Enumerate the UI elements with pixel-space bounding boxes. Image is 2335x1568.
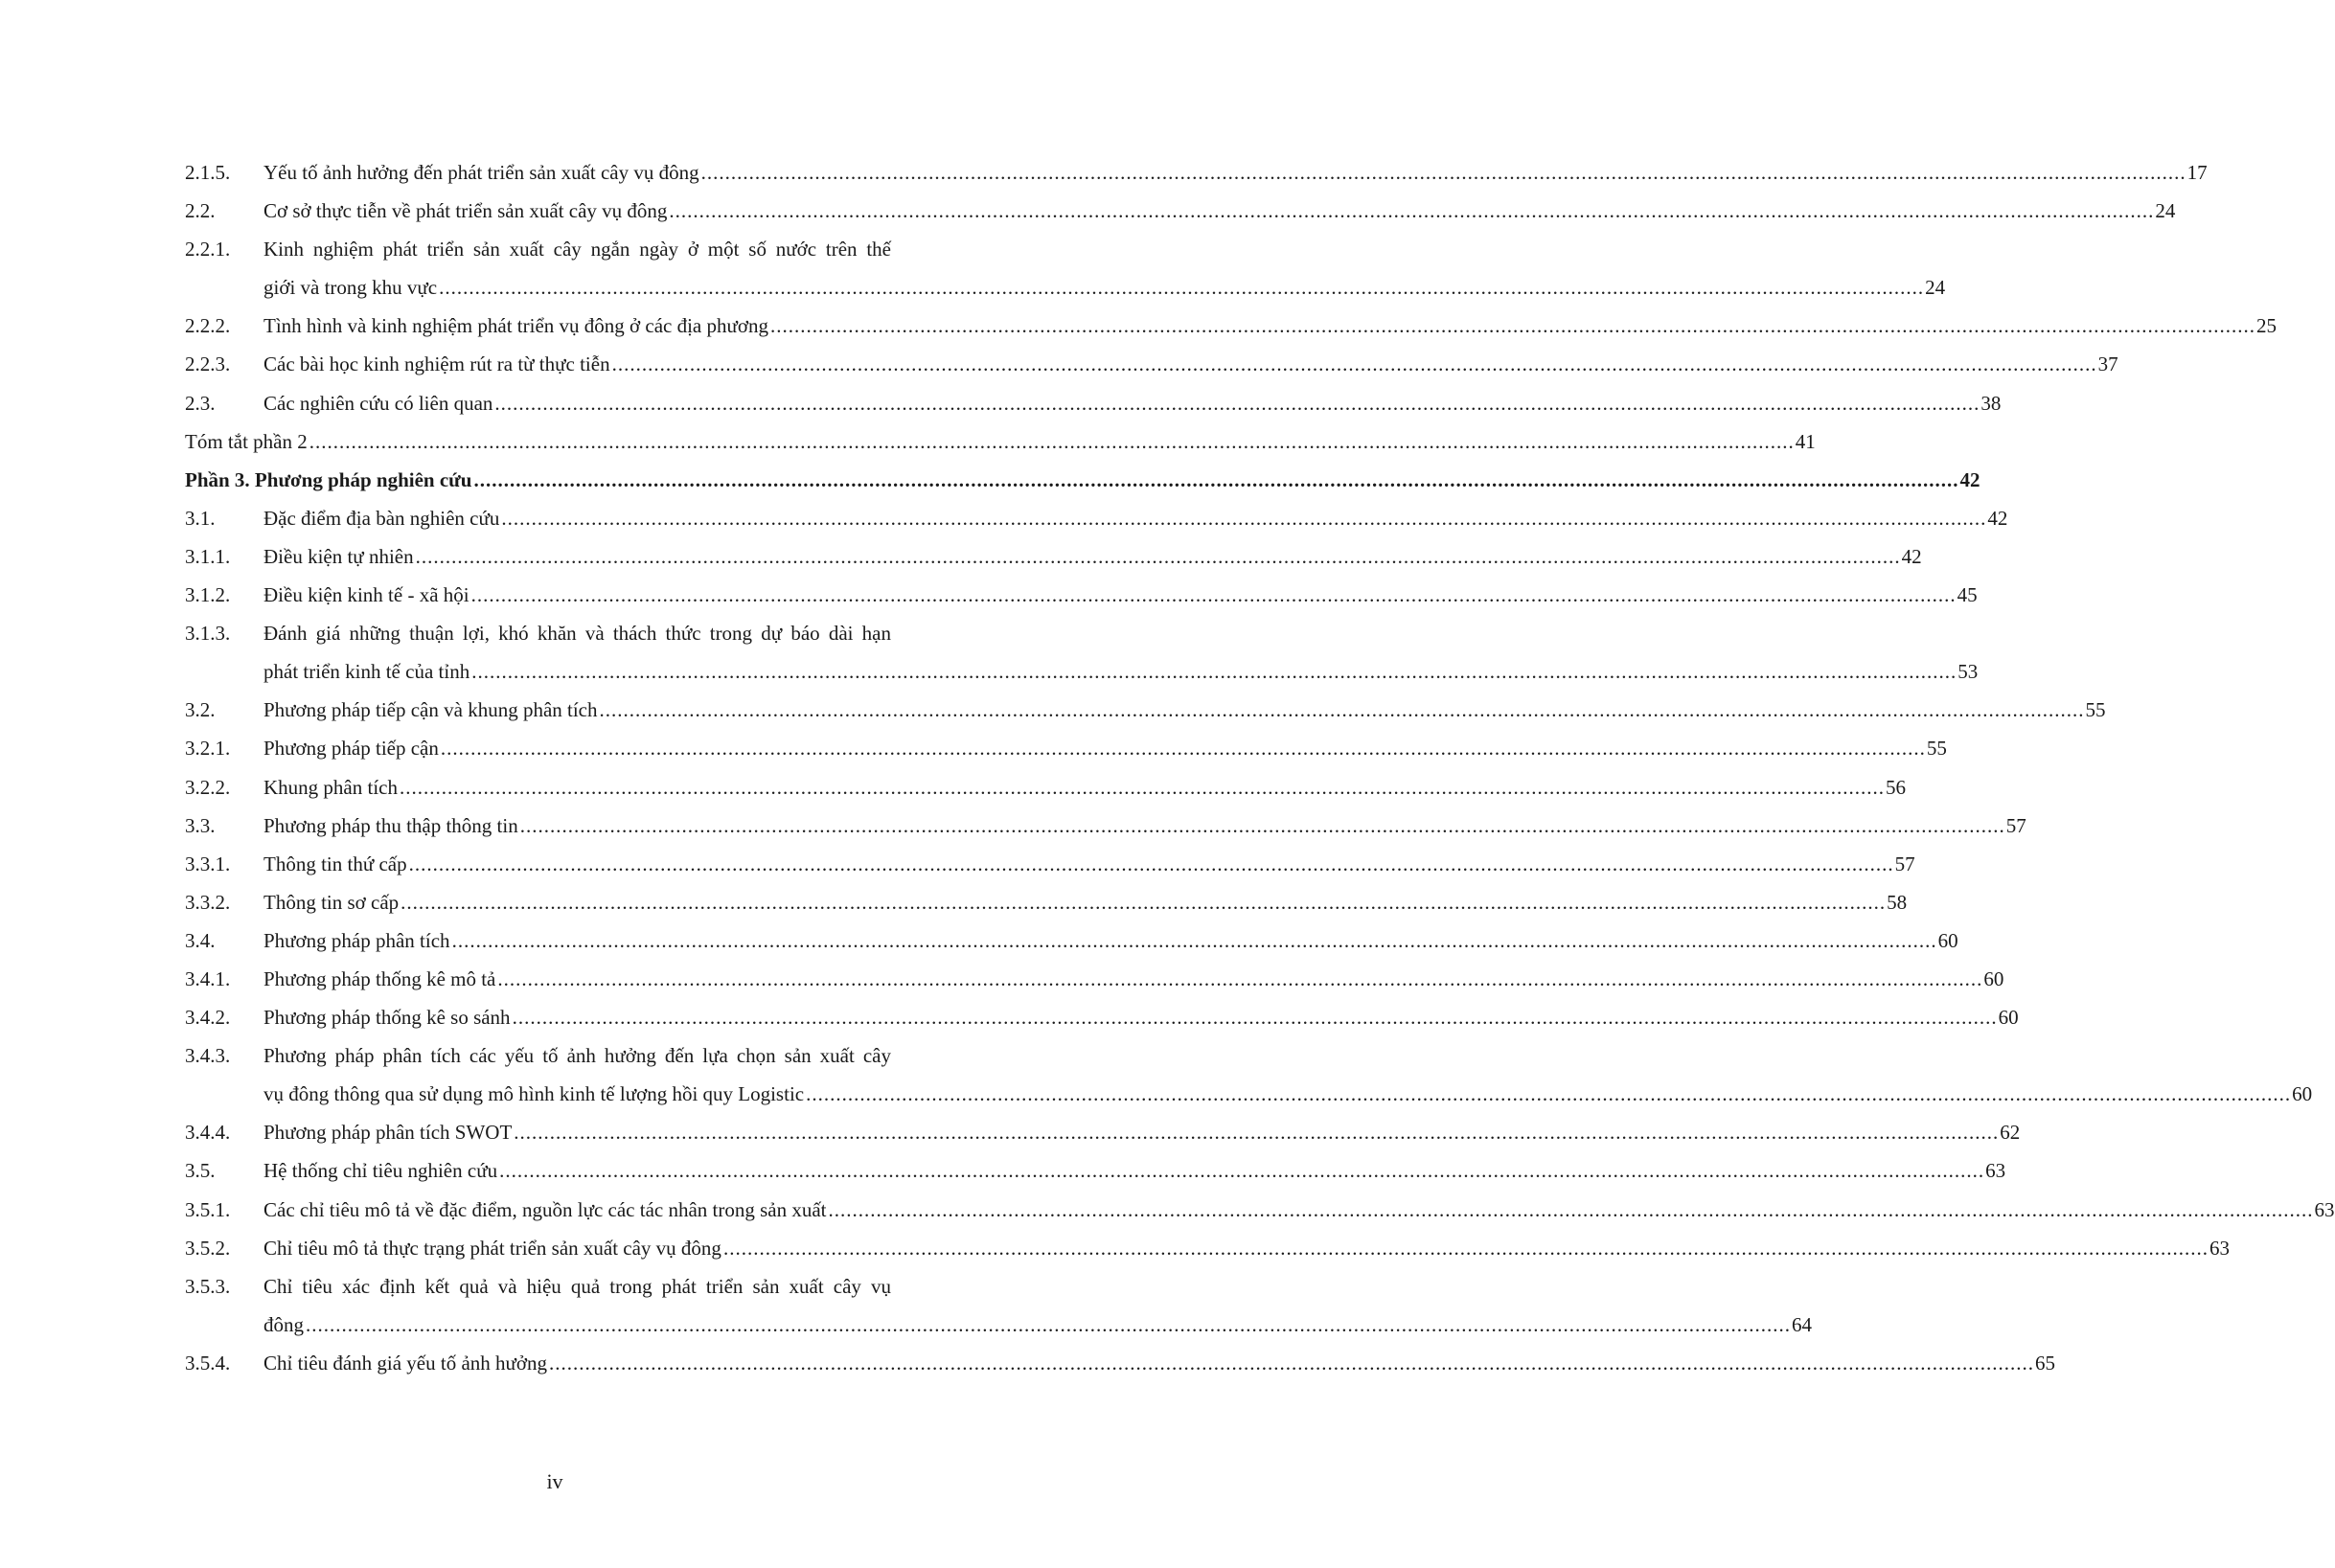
- dot-leader: [829, 1191, 2314, 1229]
- toc-number: 3.2.1.: [185, 737, 231, 761]
- toc-title: Khung phân tích: [263, 775, 398, 799]
- toc-page-number: 64: [1792, 1312, 1812, 1336]
- toc-number: 3.1.2.: [185, 583, 231, 607]
- toc-title: Các chỉ tiêu mô tả về đặc điểm, nguồn lực các tác nhân trong sản xuất: [263, 1197, 827, 1221]
- toc-number: 3.1.1.: [185, 544, 231, 568]
- toc-page-number: 24: [2155, 199, 2176, 223]
- toc-title: Tình hình và kinh nghiệm phát triển vụ đông ở các địa phương: [263, 314, 768, 338]
- toc-page-number: 42: [1987, 506, 2008, 530]
- toc-entry[interactable]: [185, 998, 2019, 1036]
- toc-title: Thông tin thứ cấp: [263, 852, 407, 875]
- dot-leader: [400, 768, 1885, 807]
- toc-number: 3.4.1.: [185, 966, 231, 990]
- toc-number: 2.1.5.: [185, 161, 231, 184]
- toc-page-number: 53: [1957, 660, 1979, 684]
- toc-entry[interactable]: [185, 921, 1958, 960]
- toc-title: Phương pháp thống kê mô tả: [263, 966, 496, 990]
- toc-title: Phần 3. Phương pháp nghiên cứu: [185, 467, 472, 491]
- toc-number: 2.3.: [185, 391, 216, 415]
- toc-title: Hệ thống chỉ tiêu nghiên cứu: [263, 1159, 498, 1183]
- toc-entry[interactable]: [185, 845, 1915, 883]
- dot-leader: [409, 845, 1894, 883]
- toc-title: Cơ sở thực tiễn về phát triển sản xuất cây vụ đông: [263, 199, 668, 223]
- dot-leader: [499, 1151, 1984, 1190]
- dot-leader: [416, 537, 1901, 576]
- toc-title: Các nghiên cứu có liên quan: [263, 391, 493, 415]
- toc-entry[interactable]: [185, 1229, 2230, 1267]
- dot-leader: [309, 422, 1795, 461]
- toc-entry[interactable]: [185, 230, 1946, 307]
- toc-page-number: 63: [2209, 1236, 2230, 1260]
- toc-title: Phương pháp tiếp cận: [263, 737, 439, 761]
- toc-title-line1: Kinh nghiệm phát triển sản xuất cây ngắn ngày ở một số nước trên thế: [263, 238, 891, 261]
- toc-number: 2.2.2.: [185, 314, 231, 338]
- dot-leader: [306, 1306, 1791, 1344]
- toc-page-number: 25: [2256, 314, 2277, 338]
- toc-title: Đặc điểm địa bàn nghiên cứu: [263, 506, 500, 530]
- toc-page-number: 38: [1980, 391, 2002, 415]
- dot-leader: [514, 1113, 1999, 1151]
- toc-page-number: 60: [2292, 1082, 2313, 1106]
- toc-title: Điều kiện tự nhiên: [263, 544, 414, 568]
- toc-number: 3.3.2.: [185, 890, 231, 914]
- toc-entry[interactable]: [185, 192, 2176, 230]
- toc-number: 3.3.: [185, 813, 216, 837]
- toc-number: 3.5.3.: [185, 1274, 231, 1298]
- toc-entry[interactable]: [185, 1344, 2056, 1382]
- page-number-footer: iv: [546, 1469, 563, 1493]
- toc-entry[interactable]: [185, 1036, 2313, 1113]
- toc-entry[interactable]: [185, 384, 2002, 422]
- toc-entry-part-heading[interactable]: [185, 461, 1980, 499]
- dot-leader: [452, 921, 1937, 960]
- dot-leader: [497, 960, 1982, 998]
- toc-entry[interactable]: [185, 499, 2008, 537]
- dot-leader: [441, 729, 1926, 767]
- dot-leader: [501, 499, 1986, 537]
- toc-title: vụ đông thông qua sử dụng mô hình kinh tế lượng hồi quy Logistic: [263, 1082, 805, 1106]
- toc-entry[interactable]: [185, 883, 1908, 921]
- toc-title: Các bài học kinh nghiệm rút ra từ thực tiễn: [263, 352, 610, 376]
- dot-leader: [723, 1229, 2209, 1267]
- dot-leader: [513, 998, 1998, 1036]
- toc-entry[interactable]: [185, 960, 2004, 998]
- toc-number: 3.4.3.: [185, 1044, 231, 1068]
- toc-entry[interactable]: [185, 153, 2208, 192]
- toc-page-number: 24: [1925, 276, 1946, 300]
- toc-entry[interactable]: [185, 1267, 1812, 1344]
- toc-page-number: 62: [2000, 1121, 2021, 1145]
- dot-leader: [612, 345, 2097, 383]
- toc-number: 2.2.1.: [185, 238, 231, 261]
- toc-page-number: 55: [2085, 698, 2106, 722]
- toc-number: 3.2.2.: [185, 775, 231, 799]
- toc-page-number: 41: [1795, 429, 1816, 453]
- toc-entry[interactable]: [185, 807, 2026, 845]
- toc-title: Phương pháp thống kê so sánh: [263, 1006, 511, 1030]
- toc-number: 3.3.1.: [185, 852, 231, 875]
- toc-title: Phương pháp thu thập thông tin: [263, 813, 518, 837]
- dot-leader: [770, 307, 2255, 345]
- toc-title-line1: Đánh giá những thuận lợi, khó khăn và thách thức trong dự báo dài hạn: [263, 622, 891, 646]
- toc-number: 2.2.: [185, 199, 216, 223]
- toc-entry[interactable]: [185, 691, 2106, 729]
- toc-title: Phương pháp phân tích: [263, 928, 450, 952]
- toc-entry[interactable]: [185, 614, 1979, 691]
- toc-title: phát triển kinh tế của tỉnh: [263, 660, 470, 684]
- dot-leader: [701, 153, 2186, 192]
- toc-title-line1: Chỉ tiêu xác định kết quả và hiệu quả trong phát triển sản xuất cây vụ: [263, 1274, 891, 1298]
- toc-number: 3.5.4.: [185, 1351, 231, 1375]
- toc-title: Phương pháp phân tích SWOT: [263, 1121, 513, 1145]
- toc-title: Phương pháp tiếp cận và khung phân tích: [263, 698, 598, 722]
- toc-page-number: 60: [1983, 966, 2004, 990]
- toc-entry[interactable]: [185, 307, 2277, 345]
- toc-page-number: 60: [1937, 928, 1958, 952]
- toc-entry[interactable]: [185, 1113, 2021, 1151]
- toc-title: Yếu tố ảnh hưởng đến phát triển sản xuất cây vụ đông: [263, 161, 699, 184]
- dot-leader: [439, 268, 1924, 307]
- toc-entry[interactable]: [185, 729, 1947, 767]
- toc-number: 3.5.1.: [185, 1197, 231, 1221]
- toc-number: 3.1.3.: [185, 622, 231, 646]
- toc-title: Thông tin sơ cấp: [263, 890, 400, 914]
- dot-leader: [471, 576, 1957, 614]
- toc-title: Tóm tắt phần 2: [185, 429, 308, 453]
- dot-leader: [600, 691, 2085, 729]
- toc-entry[interactable]: [185, 1151, 2006, 1190]
- toc-number: 3.2.: [185, 698, 216, 722]
- toc-entry[interactable]: [185, 422, 1816, 461]
- toc-title: đông: [263, 1312, 304, 1336]
- toc-title: Điều kiện kinh tế - xã hội: [263, 583, 469, 607]
- toc-title: giới và trong khu vực: [263, 276, 438, 300]
- toc-page-number: 57: [1894, 852, 1915, 875]
- toc-number: 3.1.: [185, 506, 216, 530]
- dot-leader: [401, 883, 1886, 921]
- toc-page-number: 42: [1959, 467, 1980, 491]
- toc-page-number: 45: [1957, 583, 1978, 607]
- toc-number: 3.4.: [185, 928, 216, 952]
- dot-leader: [669, 192, 2154, 230]
- toc-page-number: 55: [1926, 737, 1947, 761]
- dot-leader: [473, 461, 1958, 499]
- toc-page-number: 65: [2035, 1351, 2056, 1375]
- toc-title: Chỉ tiêu đánh giá yếu tố ảnh hưởng: [263, 1351, 548, 1375]
- dot-leader: [494, 384, 1980, 422]
- dot-leader: [806, 1075, 2291, 1113]
- dot-leader: [471, 652, 1957, 691]
- table-of-contents: [185, 153, 2335, 1382]
- toc-number: 3.4.2.: [185, 1006, 231, 1030]
- toc-page-number: 63: [1985, 1159, 2006, 1183]
- dot-leader: [520, 807, 2005, 845]
- toc-number: 3.5.: [185, 1159, 216, 1183]
- dot-leader: [549, 1344, 2034, 1382]
- toc-title: Chỉ tiêu mô tả thực trạng phát triển sản xuất cây vụ đông: [263, 1236, 721, 1260]
- toc-number: 3.4.4.: [185, 1121, 231, 1145]
- toc-entry[interactable]: [185, 576, 1978, 614]
- toc-page-number: 58: [1887, 890, 1908, 914]
- toc-page-number: 37: [2097, 352, 2118, 376]
- toc-title-line1: Phương pháp phân tích các yếu tố ảnh hưởng đến lựa chọn sản xuất cây: [263, 1044, 891, 1068]
- toc-page-number: 17: [2186, 161, 2208, 184]
- toc-number: 3.5.2.: [185, 1236, 231, 1260]
- toc-entry[interactable]: [185, 1191, 2335, 1229]
- toc-entry[interactable]: [185, 537, 1922, 576]
- toc-page-number: 63: [2314, 1197, 2335, 1221]
- toc-page-number: 56: [1885, 775, 1906, 799]
- toc-page-number: 57: [2005, 813, 2026, 837]
- toc-page-number: 42: [1901, 544, 1922, 568]
- toc-entry[interactable]: [185, 768, 1906, 807]
- toc-number: 2.2.3.: [185, 352, 231, 376]
- toc-entry[interactable]: [185, 345, 2118, 383]
- toc-page-number: 60: [1998, 1006, 2019, 1030]
